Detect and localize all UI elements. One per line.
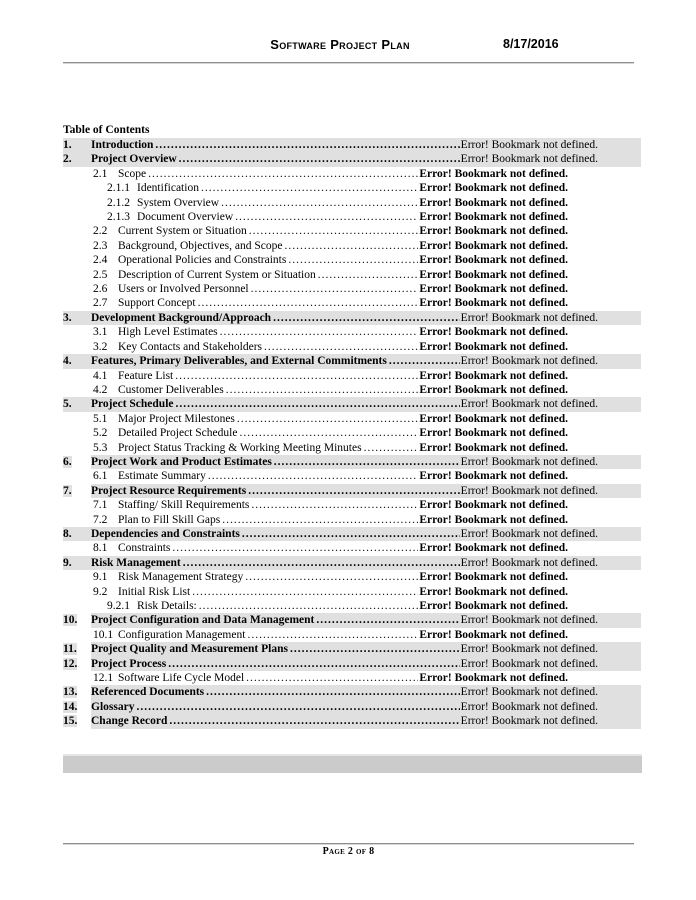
toc-entry-error: Error! Bookmark not defined. — [419, 211, 568, 224]
toc-entry-title: Project Schedule — [91, 398, 174, 411]
toc-entry-error: Error! Bookmark not defined. — [419, 628, 568, 641]
toc-entry-number — [63, 354, 91, 368]
dot-leader — [221, 196, 418, 210]
toc-entry-title: Risk Details: — [137, 600, 197, 612]
toc-entry-number-text: 3. — [63, 311, 72, 324]
toc-entry-number — [93, 412, 118, 426]
toc-entry[interactable] — [93, 570, 568, 584]
dot-leader — [220, 325, 419, 339]
dot-leader — [222, 513, 418, 527]
toc-entry-title: Project Status Tracking & Working Meeting Minutes — [118, 441, 362, 454]
toc-entry-error: Error! Bookmark not defined. — [460, 484, 598, 497]
toc-entry-error: Error! Bookmark not defined. — [460, 398, 598, 411]
toc-entry-error: Error! Bookmark not defined. — [419, 340, 568, 353]
toc-entry-number — [93, 498, 118, 512]
toc-entry-number — [93, 268, 118, 282]
toc-entry-number-text: 2.1.1 — [107, 182, 130, 195]
dot-leader — [246, 671, 418, 685]
toc-entry-body — [137, 599, 568, 613]
toc-entry-number-text: 14. — [63, 700, 78, 713]
dot-leader — [284, 239, 418, 253]
toc-entry[interactable] — [63, 685, 641, 699]
toc-entry-body — [137, 210, 568, 224]
toc-entry-number-text: 5.2 — [93, 427, 108, 440]
toc-entry-title: System Overview — [137, 196, 220, 209]
toc-entry-number — [93, 239, 118, 253]
toc-entry-number-text: 2.5 — [93, 268, 108, 281]
dot-leader — [235, 210, 418, 224]
toc-entry-title: Detailed Project Schedule — [118, 427, 238, 440]
toc-entry-body — [118, 282, 568, 296]
toc-entry-title: Introduction — [91, 139, 154, 151]
toc-entry-body — [118, 383, 568, 397]
toc-entry-title: Document Overview — [137, 211, 234, 224]
toc-entry-error: Error! Bookmark not defined. — [419, 196, 568, 209]
toc-entry-number-text: 10.1 — [93, 628, 114, 641]
toc-entry[interactable] — [93, 296, 568, 310]
dot-leader — [226, 383, 419, 397]
toc-entry-number-text: 5.3 — [93, 441, 108, 454]
dot-leader — [169, 714, 459, 728]
toc-entry-error: Error! Bookmark not defined. — [419, 427, 568, 440]
toc-entry-number-text: 2.4 — [93, 254, 108, 267]
toc-entry-body — [118, 412, 568, 426]
toc-entry-title: Change Record — [91, 715, 168, 728]
dot-leader — [274, 455, 460, 469]
toc-entry-number-text: 8. — [63, 527, 72, 540]
toc-entry[interactable] — [93, 412, 568, 426]
toc-entry-number-text: 9.1 — [93, 571, 108, 584]
toc-entry-title: Feature List — [118, 369, 174, 382]
toc-entry-title: Identification — [137, 182, 199, 195]
toc-entry-number-text: 7.1 — [93, 499, 108, 512]
toc-entry-title: Customer Deliverables — [118, 383, 224, 396]
toc-entry-number — [93, 671, 118, 685]
toc-entry-body — [91, 527, 641, 541]
toc-entry[interactable] — [63, 311, 641, 325]
toc-entry-number — [63, 138, 91, 152]
dot-leader — [264, 340, 418, 354]
toc-entry-title: Plan to Fill Skill Gaps — [118, 513, 221, 526]
toc-entry[interactable] — [93, 340, 568, 354]
toc-entry-body — [91, 311, 641, 325]
dot-leader — [242, 527, 460, 541]
dot-leader — [239, 426, 418, 440]
toc-entry[interactable] — [63, 138, 641, 152]
dot-leader — [176, 397, 460, 411]
dot-leader — [288, 253, 418, 267]
toc-entry-number — [63, 556, 91, 570]
toc-entry-body — [91, 455, 641, 469]
toc-entry-number-text: 3.2 — [93, 340, 108, 353]
toc-entry-title: Project Overview — [91, 153, 177, 166]
toc-entry-number — [93, 369, 118, 383]
toc-entry-number — [93, 541, 118, 555]
toc-entry-title: Description of Current System or Situation — [118, 268, 316, 281]
toc-entry-body — [118, 426, 568, 440]
toc-entry-title: Operational Policies and Constraints — [118, 254, 287, 267]
toc-entry[interactable] — [63, 642, 641, 656]
toc-entry-number — [93, 585, 118, 599]
dot-leader — [172, 541, 418, 555]
toc-entry[interactable] — [107, 210, 568, 224]
toc-entry-body — [118, 325, 568, 339]
toc-entry-title: Dependencies and Constraints — [91, 527, 240, 540]
toc-entry-number — [93, 325, 118, 339]
dot-leader — [136, 700, 459, 714]
toc-entry-body — [91, 642, 641, 656]
toc-entry[interactable] — [93, 541, 568, 555]
toc-entry-error: Error! Bookmark not defined. — [460, 311, 598, 324]
toc-entry-error: Error! Bookmark not defined. — [460, 153, 598, 166]
toc-entry-body — [118, 570, 568, 584]
toc-entry-number — [63, 397, 91, 411]
toc-entry-body — [91, 556, 641, 570]
toc-entry-number-text: 2.7 — [93, 297, 108, 310]
toc-entry-number — [107, 196, 137, 210]
toc-entry-title: Project Configuration and Data Management — [91, 614, 315, 627]
toc-entry-body — [118, 585, 568, 599]
dot-leader — [248, 484, 459, 498]
toc-entry-body — [118, 541, 568, 555]
toc-entry[interactable] — [93, 383, 568, 397]
toc-entry-error: Error! Bookmark not defined. — [460, 715, 598, 728]
toc-entry-error: Error! Bookmark not defined. — [460, 455, 598, 468]
toc-entry-body — [137, 181, 568, 195]
toc-entry-title: Staffing/ Skill Requirements — [118, 499, 250, 512]
toc-entry-error: Error! Bookmark not defined. — [419, 499, 568, 512]
toc-entry-number-text: 5. — [63, 398, 72, 411]
toc-entry-number-text: 9.2.1 — [107, 600, 130, 612]
dot-leader — [175, 369, 418, 383]
toc-entry-title: Constraints — [118, 542, 171, 555]
toc-entry-number-text: 4.1 — [93, 369, 108, 382]
toc-entry-title: Major Project Milestones — [118, 412, 235, 425]
toc-entry-title: Software Life Cycle Model — [118, 672, 245, 685]
toc-entry-number — [93, 340, 118, 354]
toc-entry-title: Project Resource Requirements — [91, 484, 247, 497]
toc-entry-error: Error! Bookmark not defined. — [460, 686, 598, 699]
toc-entry-number-text: 4.2 — [93, 383, 108, 396]
toc-entry-number — [93, 167, 118, 181]
toc-entry-number — [93, 570, 118, 584]
toc-entry-title: Glossary — [91, 700, 135, 713]
dot-leader — [247, 628, 418, 642]
toc-entry[interactable] — [93, 498, 568, 512]
dot-leader — [316, 613, 459, 627]
toc-entry-body — [118, 628, 568, 642]
toc-entry-number-text: 2. — [63, 153, 72, 166]
footer-rule — [63, 843, 634, 844]
toc-entry-number — [93, 426, 118, 440]
dot-leader — [168, 657, 459, 671]
toc-entry-number-text: 2.3 — [93, 239, 108, 252]
toc-entry-number-text: 13. — [63, 686, 78, 699]
toc-entry-number — [93, 383, 118, 397]
toc-entry[interactable] — [63, 455, 641, 469]
toc-entry-error: Error! Bookmark not defined. — [419, 441, 568, 454]
toc-entry-body — [118, 239, 568, 253]
dot-leader — [183, 556, 460, 570]
toc-entry-number-text: 2.1.2 — [107, 196, 130, 209]
toc-entry[interactable] — [93, 325, 568, 339]
toc-entry[interactable] — [63, 354, 641, 368]
toc-entry-body — [118, 340, 568, 354]
toc-entry-title: Referenced Documents — [91, 686, 205, 699]
header-rule — [63, 62, 634, 63]
toc-entry-error: Error! Bookmark not defined. — [419, 600, 568, 612]
toc-entry-number-text: 2.2 — [93, 225, 108, 238]
toc-entry-body — [91, 700, 641, 714]
toc-entry-title: Risk Management Strategy — [118, 571, 244, 584]
toc-entry[interactable] — [93, 268, 568, 282]
toc-entry[interactable] — [63, 484, 641, 498]
toc-entry-number-text: 11. — [63, 643, 77, 656]
toc-entry[interactable] — [107, 599, 568, 613]
toc-entry-title: Project Process — [91, 657, 167, 670]
toc-entry-body — [118, 224, 568, 238]
toc-entry-title: Features, Primary Deliverables, and External Commitments — [91, 355, 387, 368]
toc-entry-body — [118, 441, 568, 455]
toc-entry-number — [63, 613, 91, 627]
highlight-bar — [63, 754, 642, 773]
toc-entry[interactable] — [63, 556, 641, 570]
toc-entry[interactable] — [63, 397, 641, 411]
toc-entry-error: Error! Bookmark not defined. — [460, 355, 598, 368]
toc-entry-number-text: 6.1 — [93, 470, 108, 483]
toc-entry-number — [63, 455, 91, 469]
toc-entry-title: High Level Estimates — [118, 326, 218, 339]
toc-entry-body — [118, 469, 568, 483]
toc-entry[interactable] — [93, 469, 568, 483]
toc-entry-body — [137, 196, 568, 210]
toc-entry[interactable] — [93, 224, 568, 238]
toc-entry-error: Error! Bookmark not defined. — [460, 139, 598, 151]
toc-entry-body — [91, 484, 641, 498]
toc-entry-body — [91, 714, 641, 728]
toc-heading: Table of Contents — [63, 124, 150, 136]
toc-entry-error: Error! Bookmark not defined. — [419, 585, 568, 598]
toc-entry-title: Background, Objectives, and Scope — [118, 239, 283, 252]
toc-entry-number-text: 12. — [63, 657, 78, 670]
dot-leader — [201, 181, 418, 195]
dot-leader — [192, 585, 418, 599]
toc-entry-number — [63, 642, 91, 656]
toc-entry-number-text: 4. — [63, 355, 72, 368]
dot-leader — [199, 599, 419, 613]
toc-entry[interactable] — [93, 282, 568, 296]
toc-entry-body — [91, 354, 641, 368]
dot-leader — [148, 167, 418, 181]
toc-entry[interactable] — [63, 613, 641, 627]
toc-entry-body — [118, 513, 568, 527]
toc-entry-number-text: 10. — [63, 614, 78, 627]
toc-entry-error: Error! Bookmark not defined. — [419, 369, 568, 382]
toc-entry-title: Support Concept — [118, 297, 196, 310]
toc-entry-number — [93, 441, 118, 455]
toc-entry-number-text: 2.6 — [93, 283, 108, 296]
document-title: Software Project Plan — [270, 37, 410, 52]
toc-entry-number — [63, 685, 91, 699]
toc-entry-body — [91, 152, 641, 166]
toc-entry-body — [118, 369, 568, 383]
toc-entry-error: Error! Bookmark not defined. — [419, 239, 568, 252]
toc-entry-error: Error! Bookmark not defined. — [460, 556, 598, 569]
toc-entry-number — [63, 311, 91, 325]
dot-leader — [208, 469, 419, 483]
toc-entry-number — [107, 181, 137, 195]
toc-entry-number-text: 9.2 — [93, 585, 108, 598]
dot-leader — [155, 138, 459, 152]
toc-entry-number-text: 12.1 — [93, 672, 114, 685]
toc-entry[interactable] — [107, 181, 568, 195]
toc-entry[interactable] — [93, 585, 568, 599]
toc-entry-title: Project Quality and Measurement Plans — [91, 643, 288, 656]
dot-leader — [206, 685, 460, 699]
toc-entry-error: Error! Bookmark not defined. — [460, 614, 598, 627]
toc-entry-title: Risk Management — [91, 556, 181, 569]
toc-entry-error: Error! Bookmark not defined. — [419, 167, 568, 180]
toc-entry-error: Error! Bookmark not defined. — [460, 527, 598, 540]
toc-entry-number-text: 6. — [63, 455, 72, 468]
page-number: Page 2 of 8 — [322, 846, 375, 857]
dot-leader — [179, 152, 460, 166]
toc-entry-number — [63, 714, 91, 728]
toc-entry-number — [107, 599, 137, 613]
toc-entry-number-text: 8.1 — [93, 542, 108, 555]
toc-entry-number-text: 7.2 — [93, 513, 108, 526]
toc-entry-number — [63, 527, 91, 541]
dot-leader — [389, 354, 460, 368]
toc-entry-error: Error! Bookmark not defined. — [419, 182, 568, 195]
toc-entry-error: Error! Bookmark not defined. — [419, 672, 568, 685]
toc-entry[interactable] — [93, 369, 568, 383]
toc-entry[interactable] — [93, 628, 568, 642]
toc-entry-number-text: 1. — [63, 139, 72, 151]
toc-entry-error: Error! Bookmark not defined. — [419, 383, 568, 396]
toc-entry-error: Error! Bookmark not defined. — [419, 225, 568, 238]
toc-entry-title: Estimate Summary — [118, 470, 206, 483]
toc-entry-title: Key Contacts and Stakeholders — [118, 340, 263, 353]
toc-entry-body — [91, 138, 641, 152]
toc-entry-body — [118, 167, 568, 181]
toc-entry-number-text: 15. — [63, 715, 78, 728]
toc-entry-title: Project Work and Product Estimates — [91, 455, 272, 468]
toc-entry-body — [91, 685, 641, 699]
toc-entry-error: Error! Bookmark not defined. — [419, 571, 568, 584]
toc-entry[interactable] — [93, 671, 568, 685]
toc-entry[interactable] — [93, 167, 568, 181]
toc-entry[interactable] — [93, 426, 568, 440]
dot-leader — [251, 282, 419, 296]
toc-entry[interactable] — [107, 196, 568, 210]
toc-entry-error: Error! Bookmark not defined. — [460, 700, 598, 713]
toc-entry-title: Development Background/Approach — [91, 311, 272, 324]
toc-entry[interactable] — [63, 152, 641, 166]
toc-entry-number-text: 3.1 — [93, 326, 108, 339]
toc-entry-number — [63, 657, 91, 671]
toc-entry[interactable] — [93, 513, 568, 527]
dot-leader — [364, 441, 419, 455]
toc-entry[interactable] — [93, 253, 568, 267]
toc-entry-body — [118, 296, 568, 310]
toc-entry-body — [118, 498, 568, 512]
toc-entry-number-text: 2.1.3 — [107, 211, 130, 224]
toc-entry-error: Error! Bookmark not defined. — [419, 542, 568, 555]
toc-entry-error: Error! Bookmark not defined. — [419, 268, 568, 281]
toc-entry-number — [93, 628, 118, 642]
toc-entry-error: Error! Bookmark not defined. — [419, 283, 568, 296]
dot-leader — [198, 296, 419, 310]
toc-entry-body — [118, 268, 568, 282]
toc-entry-error: Error! Bookmark not defined. — [419, 513, 568, 526]
toc-entry-number-text: 2.1 — [93, 167, 108, 180]
toc-entry-body — [118, 253, 568, 267]
toc-entry-body — [91, 397, 641, 411]
toc-entry-title: Scope — [118, 167, 147, 180]
toc-entry-body — [118, 671, 568, 685]
toc-entry-error: Error! Bookmark not defined. — [460, 657, 598, 670]
dot-leader — [318, 268, 419, 282]
toc-entry-error: Error! Bookmark not defined. — [419, 412, 568, 425]
dot-leader — [290, 642, 460, 656]
toc-entry-number — [63, 700, 91, 714]
toc-entry-error: Error! Bookmark not defined. — [419, 470, 568, 483]
toc-entry-number-text: 9. — [63, 556, 72, 569]
toc-entry-body — [91, 613, 641, 627]
toc-entry-error: Error! Bookmark not defined. — [460, 643, 598, 656]
toc-entry-number-text: 7. — [63, 484, 72, 497]
toc-entry-error: Error! Bookmark not defined. — [419, 254, 568, 267]
dot-leader — [237, 412, 418, 426]
toc-entry-number — [93, 282, 118, 296]
toc-entry-number — [93, 513, 118, 527]
toc-entry-number — [63, 484, 91, 498]
header-date: 8/17/2016 — [503, 37, 559, 51]
toc-entry[interactable] — [63, 527, 641, 541]
toc-entry-number-text: 5.1 — [93, 412, 108, 425]
toc-entry-number — [63, 152, 91, 166]
dot-leader — [249, 224, 419, 238]
table-of-contents — [63, 138, 641, 729]
toc-entry-body — [91, 657, 641, 671]
toc-entry[interactable] — [93, 239, 568, 253]
toc-entry-title: Initial Risk List — [118, 585, 191, 598]
toc-entry-number — [93, 224, 118, 238]
toc-entry-title: Configuration Management — [118, 628, 246, 641]
toc-entry[interactable] — [93, 441, 568, 455]
toc-entry-title: Current System or Situation — [118, 225, 247, 238]
toc-entry-number — [93, 469, 118, 483]
dot-leader — [251, 498, 418, 512]
toc-entry[interactable] — [63, 714, 641, 728]
dot-leader — [245, 570, 418, 584]
toc-entry-error: Error! Bookmark not defined. — [419, 326, 568, 339]
toc-entry-number — [93, 253, 118, 267]
toc-entry[interactable] — [63, 700, 641, 714]
dot-leader — [273, 311, 460, 325]
toc-entry-number — [107, 210, 137, 224]
toc-entry-error: Error! Bookmark not defined. — [419, 297, 568, 310]
toc-entry-number — [93, 296, 118, 310]
toc-entry[interactable] — [63, 657, 641, 671]
toc-entry-title: Users or Involved Personnel — [118, 283, 249, 296]
